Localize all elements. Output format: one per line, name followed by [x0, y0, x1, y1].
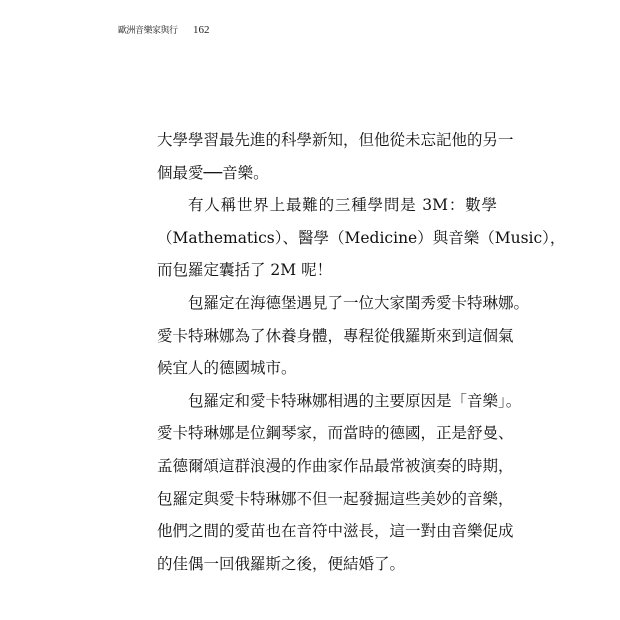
- text-line: 的佳偶一回俄羅斯之後，便結婚了。: [157, 554, 406, 573]
- text-line: 孟德爾頌這群浪漫的作曲家作品最常被演奏的時期，: [157, 456, 514, 475]
- text-line: 有人稱世界上最難的三種學問是 3M：數學: [188, 196, 497, 215]
- text-line: 愛卡特琳娜是位鋼琴家，而當時的德國，正是舒曼、: [157, 424, 514, 443]
- book-title: 歐洲音樂家與行: [118, 26, 178, 36]
- text-line: 包羅定與愛卡特琳娜不但一起發掘這些美妙的音樂，: [157, 489, 514, 508]
- running-header: [118, 23, 210, 36]
- text-line: 候宜人的德國城市。: [157, 359, 297, 378]
- page-number: 162: [193, 24, 210, 36]
- text-line: 個最愛──音樂。: [157, 163, 269, 182]
- body-text: [157, 124, 566, 580]
- text-line: 大學學習最先進的科學新知，但他從未忘記他的另一: [157, 131, 514, 149]
- text-line: 包羅定在海德堡遇見了一位大家閨秀愛卡特琳娜。: [188, 293, 530, 312]
- text-line: 他們之間的愛苗也在音符中滋長，這一對由音樂促成: [157, 522, 514, 541]
- text-line: 而包羅定囊括了 2M 呢！: [157, 261, 333, 280]
- text-line: 愛卡特琳娜為了休養身體，專程從俄羅斯來到這個氣: [157, 326, 514, 345]
- text-line: 包羅定和愛卡特琳娜相遇的主要原因是「音樂」。: [188, 391, 522, 410]
- text-line: （Mathematics）、醫學（Medicine）與音樂（Music），: [157, 228, 566, 247]
